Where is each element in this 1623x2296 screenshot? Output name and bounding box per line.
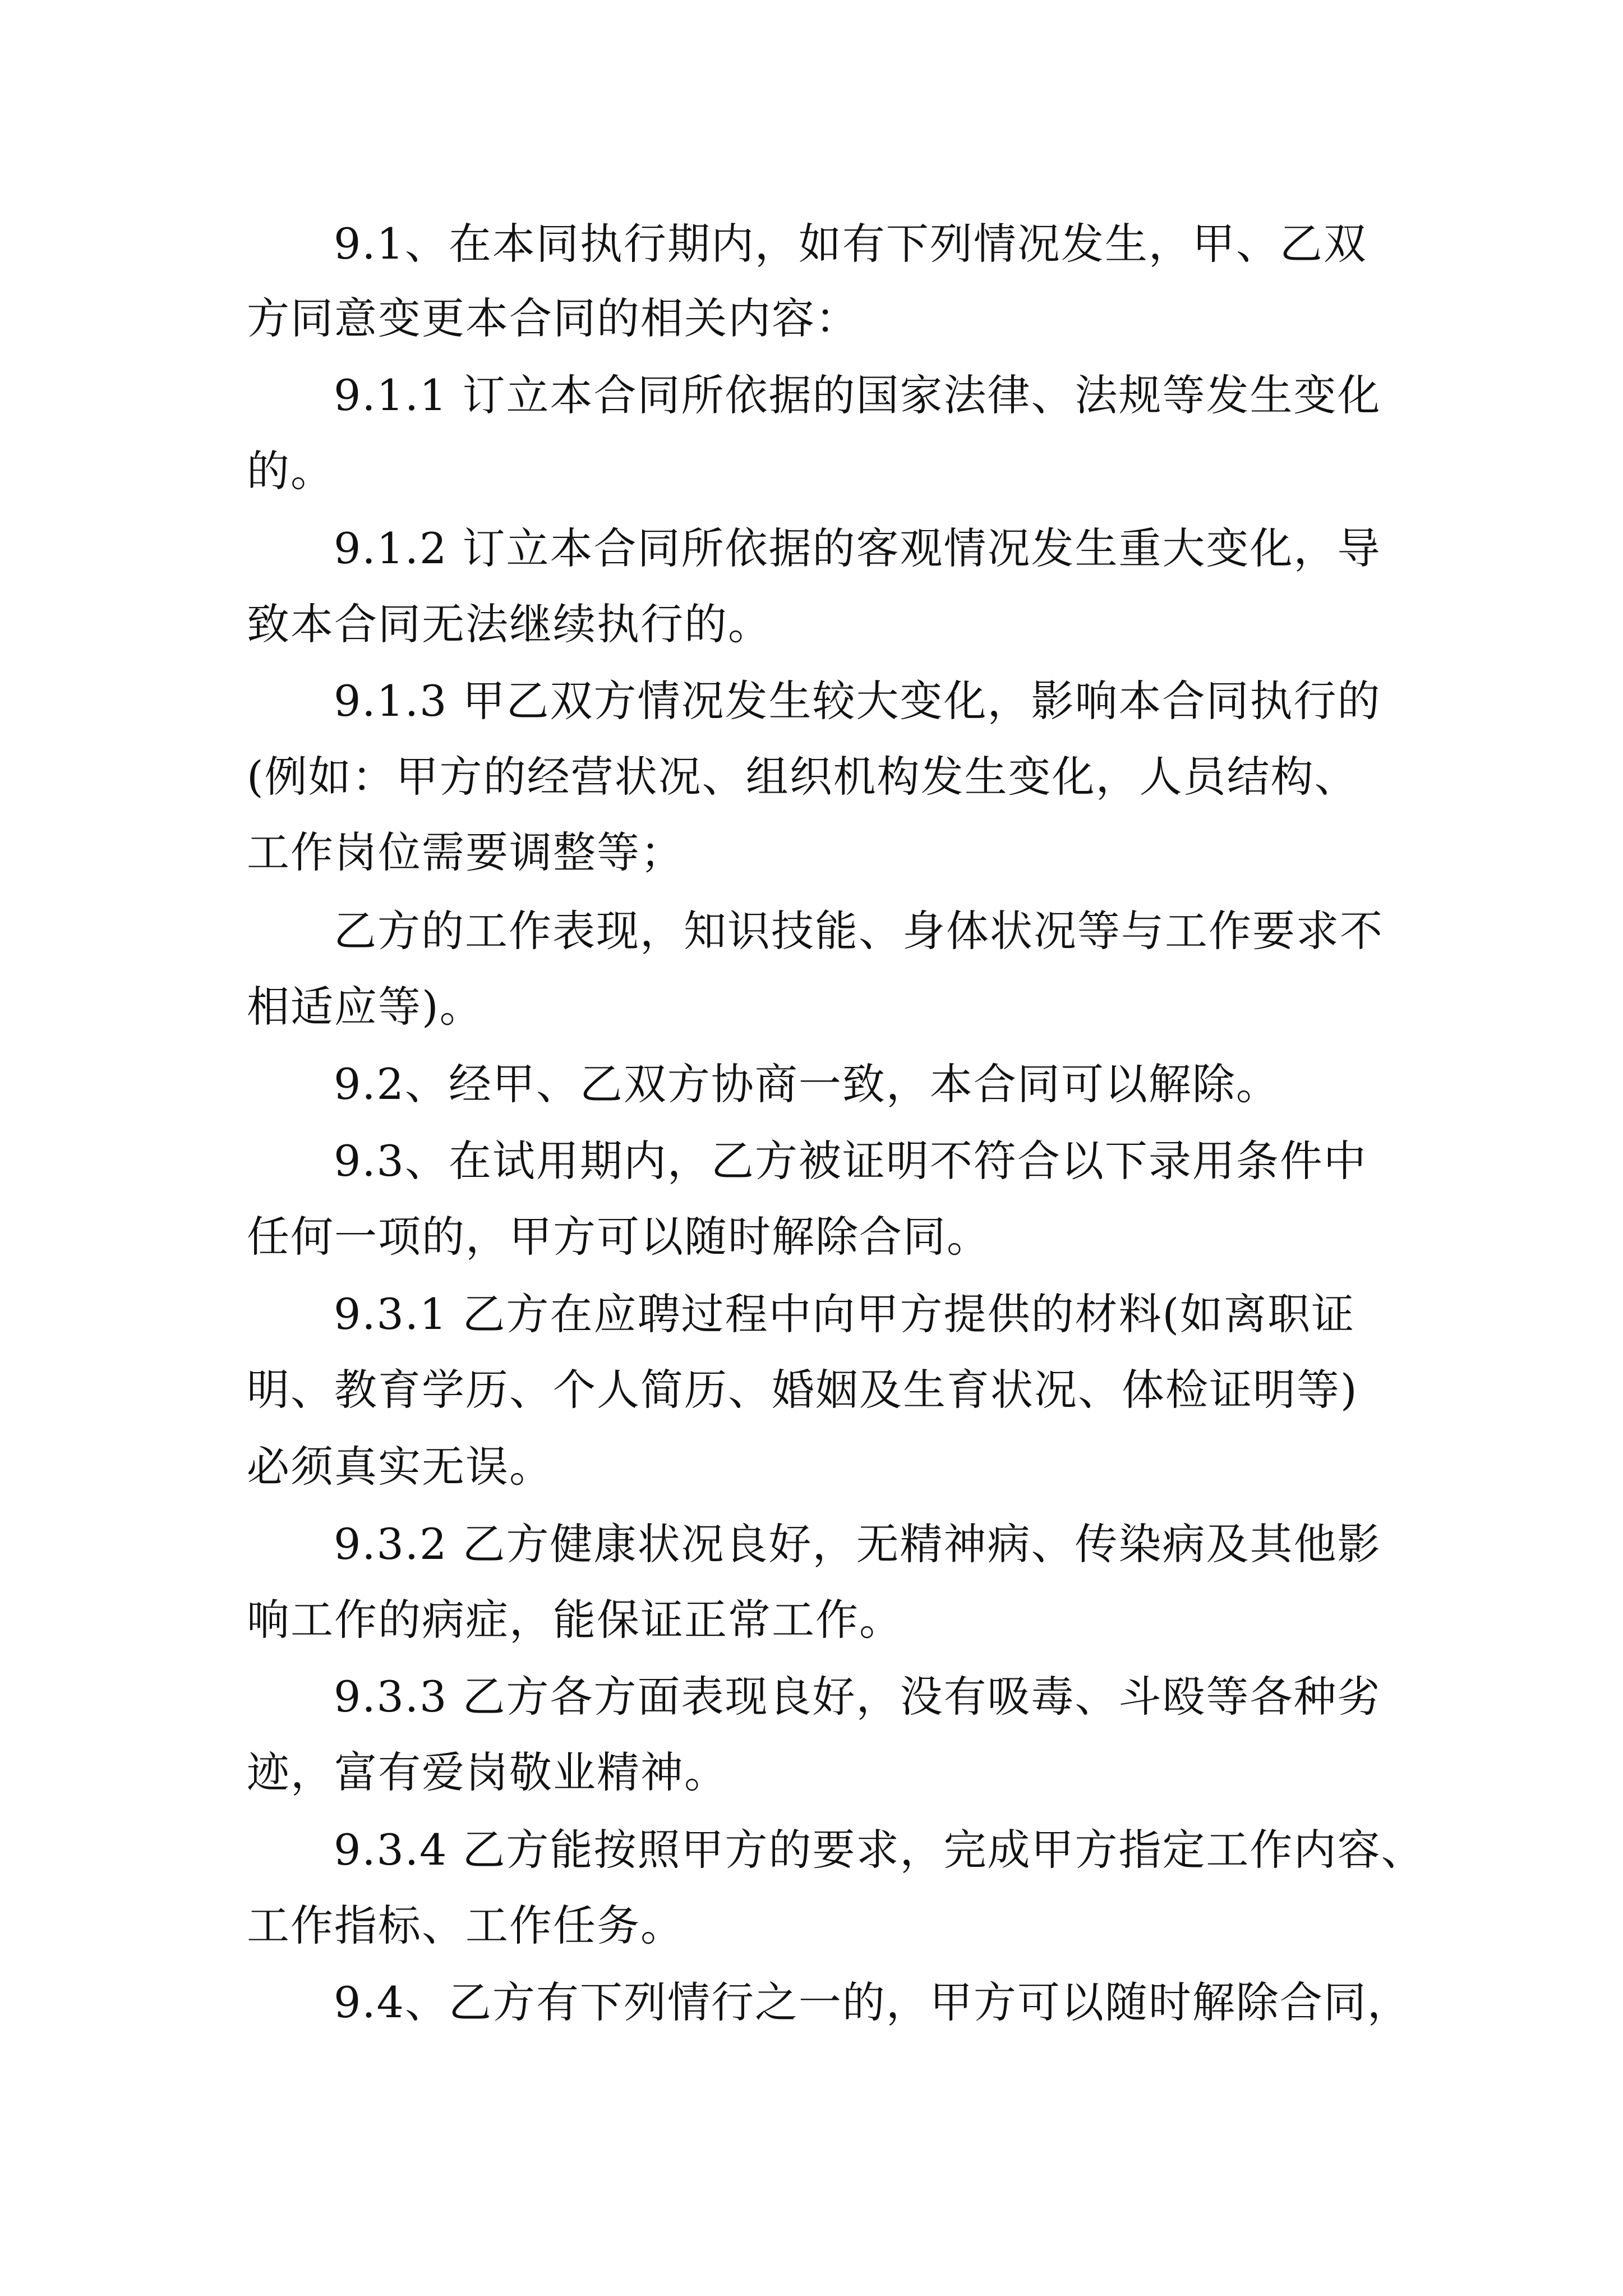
text-line: 9.3、在试用期内，乙方被证明不符合以下录用条件中 [334,1136,1367,1186]
text-line: 方同意变更本合同的相关内容： [247,293,859,343]
text-line: 相适应等)。 [247,982,483,1032]
text-line: 必须真实无误。 [247,1442,553,1492]
text-line: 9.3.4 乙方能按照甲方的要求，完成甲方指定工作内容、 [334,1825,1425,1875]
text-line: 9.1.3 甲乙双方情况发生较大变化，影响本合同执行的 [334,676,1381,726]
text-line: 9.1、在本同执行期内，如有下列情况发生，甲、乙双 [334,219,1367,269]
text-line: 乙方的工作表现，知识技能、身体状况等与工作要求不 [334,906,1384,956]
text-line: 9.1.2 订立本合同所依据的客观情况发生重大变化，导 [334,523,1381,573]
text-line: 工作岗位需要调整等； [247,827,684,877]
text-line: 响工作的病症，能保证正常工作。 [247,1595,903,1645]
text-line: 的。 [247,446,334,496]
text-line: 9.4、乙方有下列情行之一的，甲方可以随时解除合同， [334,1977,1411,2027]
text-line: 工作指标、工作任务。 [247,1901,684,1950]
text-line: 明、教育学历、个人简历、婚姻及生育状况、体检证明等) [247,1365,1358,1415]
text-line: 9.3.1 乙方在应聘过程中向甲方提供的材料(如离职证 [334,1289,1355,1339]
text-line: 9.2、经甲、乙双方协商一致，本合同可以解除。 [334,1059,1280,1109]
text-line: 9.1.1 订立本合同所依据的国家法律、法规等发生变化 [334,370,1381,420]
text-line: 9.3.2 乙方健康状况良好，无精神病、传染病及其他影 [334,1519,1381,1569]
text-line: 9.3.3 乙方各方面表现良好，没有吸毒、斗殴等各种劣 [334,1672,1381,1722]
text-line: 致本合同无法继续执行的。 [247,599,772,649]
text-line: 任何一项的，甲方可以随时解除合同。 [247,1212,990,1262]
text-line: 迹，富有爱岗敬业精神。 [247,1747,728,1797]
text-line: (例如：甲方的经营状况、组织机构发生变化，人员结构、 [247,752,1358,802]
